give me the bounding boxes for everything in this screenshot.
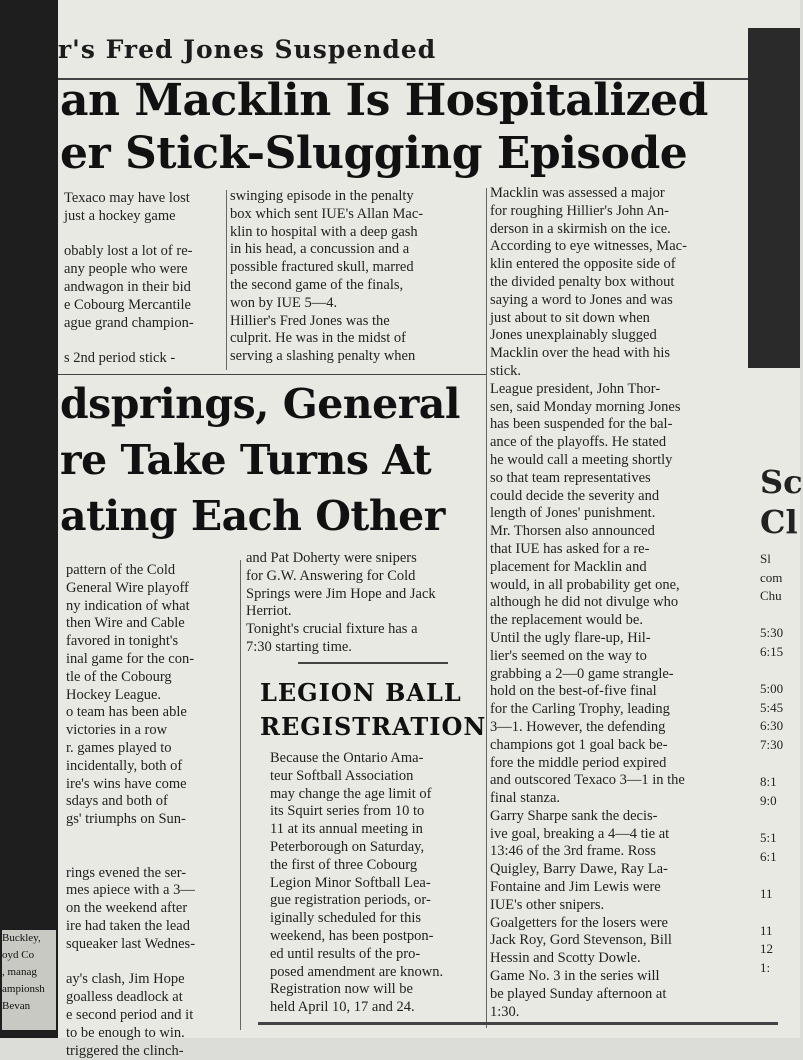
text-line: Until the ugly flare-up, Hil- — [490, 629, 651, 646]
spine-line: Buckley, — [2, 932, 41, 944]
text-line: Hockey League. — [66, 686, 162, 703]
text-line: held April 10, 17 and 24. — [270, 999, 415, 1016]
section-rule — [58, 374, 486, 375]
short-rule — [298, 662, 448, 664]
text-line: Macklin was assessed a major — [490, 185, 665, 201]
text-line: goalless deadlock at — [66, 989, 183, 1006]
text-line: IUE's other snipers. — [490, 896, 605, 913]
text-line: ague grand champion- — [64, 314, 194, 331]
text-line: lier's seemed on the way to — [490, 647, 647, 664]
right-heading-1: Sc — [760, 463, 803, 501]
text-line: Quigley, Barry Dawe, Ray La- — [490, 861, 668, 878]
right-strip-lines — [760, 550, 800, 978]
text-line: be played Sunday afternoon at — [490, 985, 667, 1002]
text-line: he would call a meeting shortly — [490, 451, 673, 468]
text-line: 5:1 — [760, 829, 777, 845]
text-line: 13:46 of the 3rd frame. Ross — [490, 843, 656, 860]
headline-1-line-1: an Macklin Is Hospitalized — [60, 75, 708, 126]
kicker-headline: r's Fred Jones Suspended — [58, 35, 437, 64]
text-line: then Wire and Cable — [66, 615, 185, 632]
legion-article-body — [270, 750, 484, 1017]
text-line — [64, 332, 226, 350]
text-line: 11 — [760, 922, 773, 938]
column-rule — [226, 190, 227, 370]
text-line: has been suspended for the bal- — [490, 416, 673, 433]
text-line: e second period and it — [66, 1006, 194, 1023]
text-line: to be enough to win. — [66, 1024, 185, 1041]
text-line: mes apiece with a 3— — [66, 882, 195, 899]
text-line: inal game for the con- — [66, 650, 195, 667]
text-line: that IUE has asked for a re- — [490, 540, 650, 557]
text-line: gs' triumphs on Sun- — [66, 811, 186, 828]
text-line: for roughing Hillier's John An- — [490, 202, 670, 219]
text-line: for G.W. Answering for Cold — [246, 567, 416, 584]
text-line: the replacement would be. — [490, 612, 643, 629]
text-line: won by IUE 5—4. — [230, 294, 338, 311]
text-line: and Pat Doherty were snipers — [246, 550, 417, 566]
text-line: Game No. 3 in the series will — [490, 968, 660, 985]
text-line: posed amendment are known. — [270, 963, 444, 980]
spine-line: ampionsh — [2, 983, 45, 995]
column-rule — [240, 560, 241, 1030]
text-line: on the weekend after — [66, 900, 188, 917]
text-line: could decide the severity and — [490, 487, 660, 504]
text-line: the divided penalty box without — [490, 273, 675, 290]
text-line: and outscored Texaco 3—1 in the — [490, 772, 685, 789]
text-line: culprit. He was in the midst of — [230, 330, 406, 347]
text-line: teur Softball Association — [270, 767, 414, 784]
story-1-column-2 — [230, 188, 482, 366]
text-line: would, in all probability get one, — [490, 576, 680, 593]
text-line: fore the middle period expired — [490, 754, 667, 771]
text-line: the second game of the finals, — [230, 276, 404, 293]
text-line: length of Jones' punishment. — [490, 505, 656, 522]
text-line: 1: — [760, 960, 771, 976]
text-line: may change the age limit of — [270, 785, 432, 802]
text-line: 5:00 — [760, 681, 784, 697]
text-line: favored in tonight's — [66, 633, 179, 650]
text-line: Herriot. — [246, 603, 292, 620]
text-line: tle of the Cobourg — [66, 668, 172, 685]
text-line: Sl — [760, 551, 771, 566]
text-line: Registration now will be — [270, 981, 413, 998]
text-line: swinging episode in the penalty — [230, 188, 414, 204]
text-line: Tonight's crucial fixture has a — [246, 621, 418, 638]
text-line: box which sent IUE's Allan Mac- — [230, 205, 424, 222]
text-line: Chu — [760, 588, 782, 604]
text-line: possible fractured skull, marred — [230, 259, 414, 276]
text-line: klin to hospital with a deep gash — [230, 223, 418, 240]
text-line — [760, 810, 800, 829]
text-line: grabbing a 2—0 game strangle- — [490, 665, 674, 682]
text-line: 9:0 — [760, 792, 777, 808]
text-line: stick. — [490, 362, 522, 379]
text-line: ire had taken the lead — [66, 917, 190, 934]
text-line: 6:30 — [760, 718, 784, 734]
legion-heading-line-2: REGISTRATION — [260, 712, 487, 741]
text-line: ed until results of the pro- — [270, 945, 421, 962]
story-1-column-1 — [64, 190, 226, 368]
text-line — [760, 903, 800, 922]
text-line: ny indication of what — [66, 597, 190, 614]
text-line: Texaco may have lost — [64, 190, 190, 206]
text-line — [64, 226, 226, 244]
spine-line: Bevan — [2, 1000, 31, 1012]
text-line: Macklin over the head with his — [490, 345, 670, 362]
text-line: sen, said Monday morning Jones — [490, 398, 681, 415]
legion-heading-line-1: LEGION BALL — [260, 678, 462, 707]
text-line: although he did not divulge who — [490, 594, 679, 611]
text-line: incidentally, both of — [66, 757, 183, 774]
text-line: victories in a row — [66, 722, 168, 739]
text-line: According to eye witnesses, Mac- — [490, 238, 687, 255]
text-line: Goalgetters for the losers were — [490, 914, 668, 931]
text-line: 5:45 — [760, 699, 784, 715]
text-line — [760, 755, 800, 774]
text-line: Jack Roy, Gord Stevenson, Bill — [490, 932, 672, 949]
text-line: ance of the playoffs. He stated — [490, 434, 667, 451]
text-line: saying a word to Jones and was — [490, 291, 673, 308]
text-line: its Squirt series from 10 to — [270, 803, 425, 820]
text-line: Legion Minor Softball Lea- — [270, 874, 431, 891]
text-line: squeaker last Wednes- — [66, 935, 196, 952]
text-line: 12 — [760, 941, 773, 957]
text-line: Hillier's Fred Jones was the — [230, 312, 390, 329]
text-line: s 2nd period stick - — [64, 350, 176, 367]
text-line: Peterborough on Saturday, — [270, 838, 425, 855]
text-line: the first of three Cobourg — [270, 856, 418, 873]
text-line: just about to sit down when — [490, 309, 650, 326]
text-line: 7:30 — [760, 736, 784, 752]
text-line: champions got 1 goal back be- — [490, 736, 668, 753]
text-line: Fontaine and Jim Lewis were — [490, 879, 661, 896]
text-line: for the Carling Trophy, leading — [490, 701, 670, 718]
text-line: 11 at its annual meeting in — [270, 821, 423, 838]
text-line: triggered the clinch- — [66, 1042, 184, 1059]
text-line: Mr. Thorsen also announced — [490, 523, 655, 540]
text-line: Because the Ontario Ama- — [270, 750, 424, 766]
story-1-column-3 — [490, 185, 746, 1021]
headline-2-line-2: re Take Turns At — [60, 436, 432, 484]
text-line: 7:30 starting time. — [246, 638, 352, 655]
text-line: 8:1 — [760, 774, 777, 790]
bottom-rule — [258, 1022, 778, 1025]
text-line: final stanza. — [490, 790, 561, 807]
text-line: placement for Macklin and — [490, 558, 647, 575]
text-line: o team has been able — [66, 704, 187, 721]
column-rule — [486, 188, 487, 1028]
text-line: ay's clash, Jim Hope — [66, 971, 185, 988]
text-line: 1:30. — [490, 1003, 520, 1020]
text-line: League president, John Thor- — [490, 380, 661, 397]
text-line: derson in a skirmish on the ice. — [490, 220, 671, 237]
newspaper-page — [58, 0, 803, 1059]
text-line: e Cobourg Mercantile — [64, 296, 191, 313]
headline-1-line-2: er Stick-Slugging Episode — [60, 128, 688, 179]
text-line: 5:30 — [760, 625, 784, 641]
text-line: 6:1 — [760, 848, 777, 864]
headline-2-line-1: dsprings, General — [60, 380, 460, 428]
text-line: gue registration periods, or- — [270, 892, 431, 909]
text-line: Jones unexplainably slugged — [490, 327, 657, 344]
text-line: Hessin and Scotty Dowle. — [490, 950, 641, 967]
text-line — [760, 866, 800, 885]
text-line: rings evened the ser- — [66, 864, 187, 881]
text-line — [66, 847, 238, 865]
text-line: r. games played to — [66, 739, 172, 756]
spine-clipping — [2, 930, 56, 1030]
text-line: andwagon in their bid — [64, 278, 191, 295]
text-line — [66, 954, 238, 972]
text-line — [760, 606, 800, 625]
text-line: com — [760, 569, 783, 585]
text-line: just a hockey game — [64, 207, 176, 224]
headline-2-line-3: ating Each Other — [60, 492, 445, 540]
text-line — [66, 829, 238, 847]
text-line: 11 — [760, 885, 773, 901]
text-line: sdays and both of — [66, 793, 168, 810]
text-line: so that team representatives — [490, 469, 651, 486]
spine-line: , manag — [2, 966, 37, 978]
text-line: serving a slashing penalty when — [230, 348, 416, 365]
text-line: obably lost a lot of re- — [64, 243, 193, 260]
text-line: 6:15 — [760, 643, 784, 659]
text-line: General Wire playoff — [66, 579, 189, 596]
text-line: pattern of the Cold — [66, 562, 176, 578]
text-line — [760, 662, 800, 681]
right-column-fragment — [760, 462, 803, 978]
text-line: ire's wins have come — [66, 775, 187, 792]
binding-spine — [0, 0, 62, 1038]
text-line: in his head, a concussion and a — [230, 241, 410, 258]
spine-line: oyd Co — [2, 949, 35, 961]
text-line: iginally scheduled for this — [270, 910, 422, 927]
text-line: weekend, has been postpon- — [270, 927, 434, 944]
story-2-column-1 — [66, 562, 238, 1060]
story-2-column-2 — [246, 550, 484, 657]
text-line: any people who were — [64, 261, 188, 278]
text-line: klin entered the opposite side of — [490, 256, 676, 273]
text-line: hold on the best-of-five final — [490, 683, 657, 700]
photo-fragment — [748, 28, 800, 368]
text-line: 3—1. However, the defending — [490, 718, 666, 735]
text-line: Springs were Jim Hope and Jack — [246, 585, 436, 602]
text-line: Garry Sharpe sank the decis- — [490, 807, 658, 824]
right-heading-2: Cl — [760, 503, 798, 541]
text-line: ive goal, breaking a 4—4 tie at — [490, 825, 670, 842]
